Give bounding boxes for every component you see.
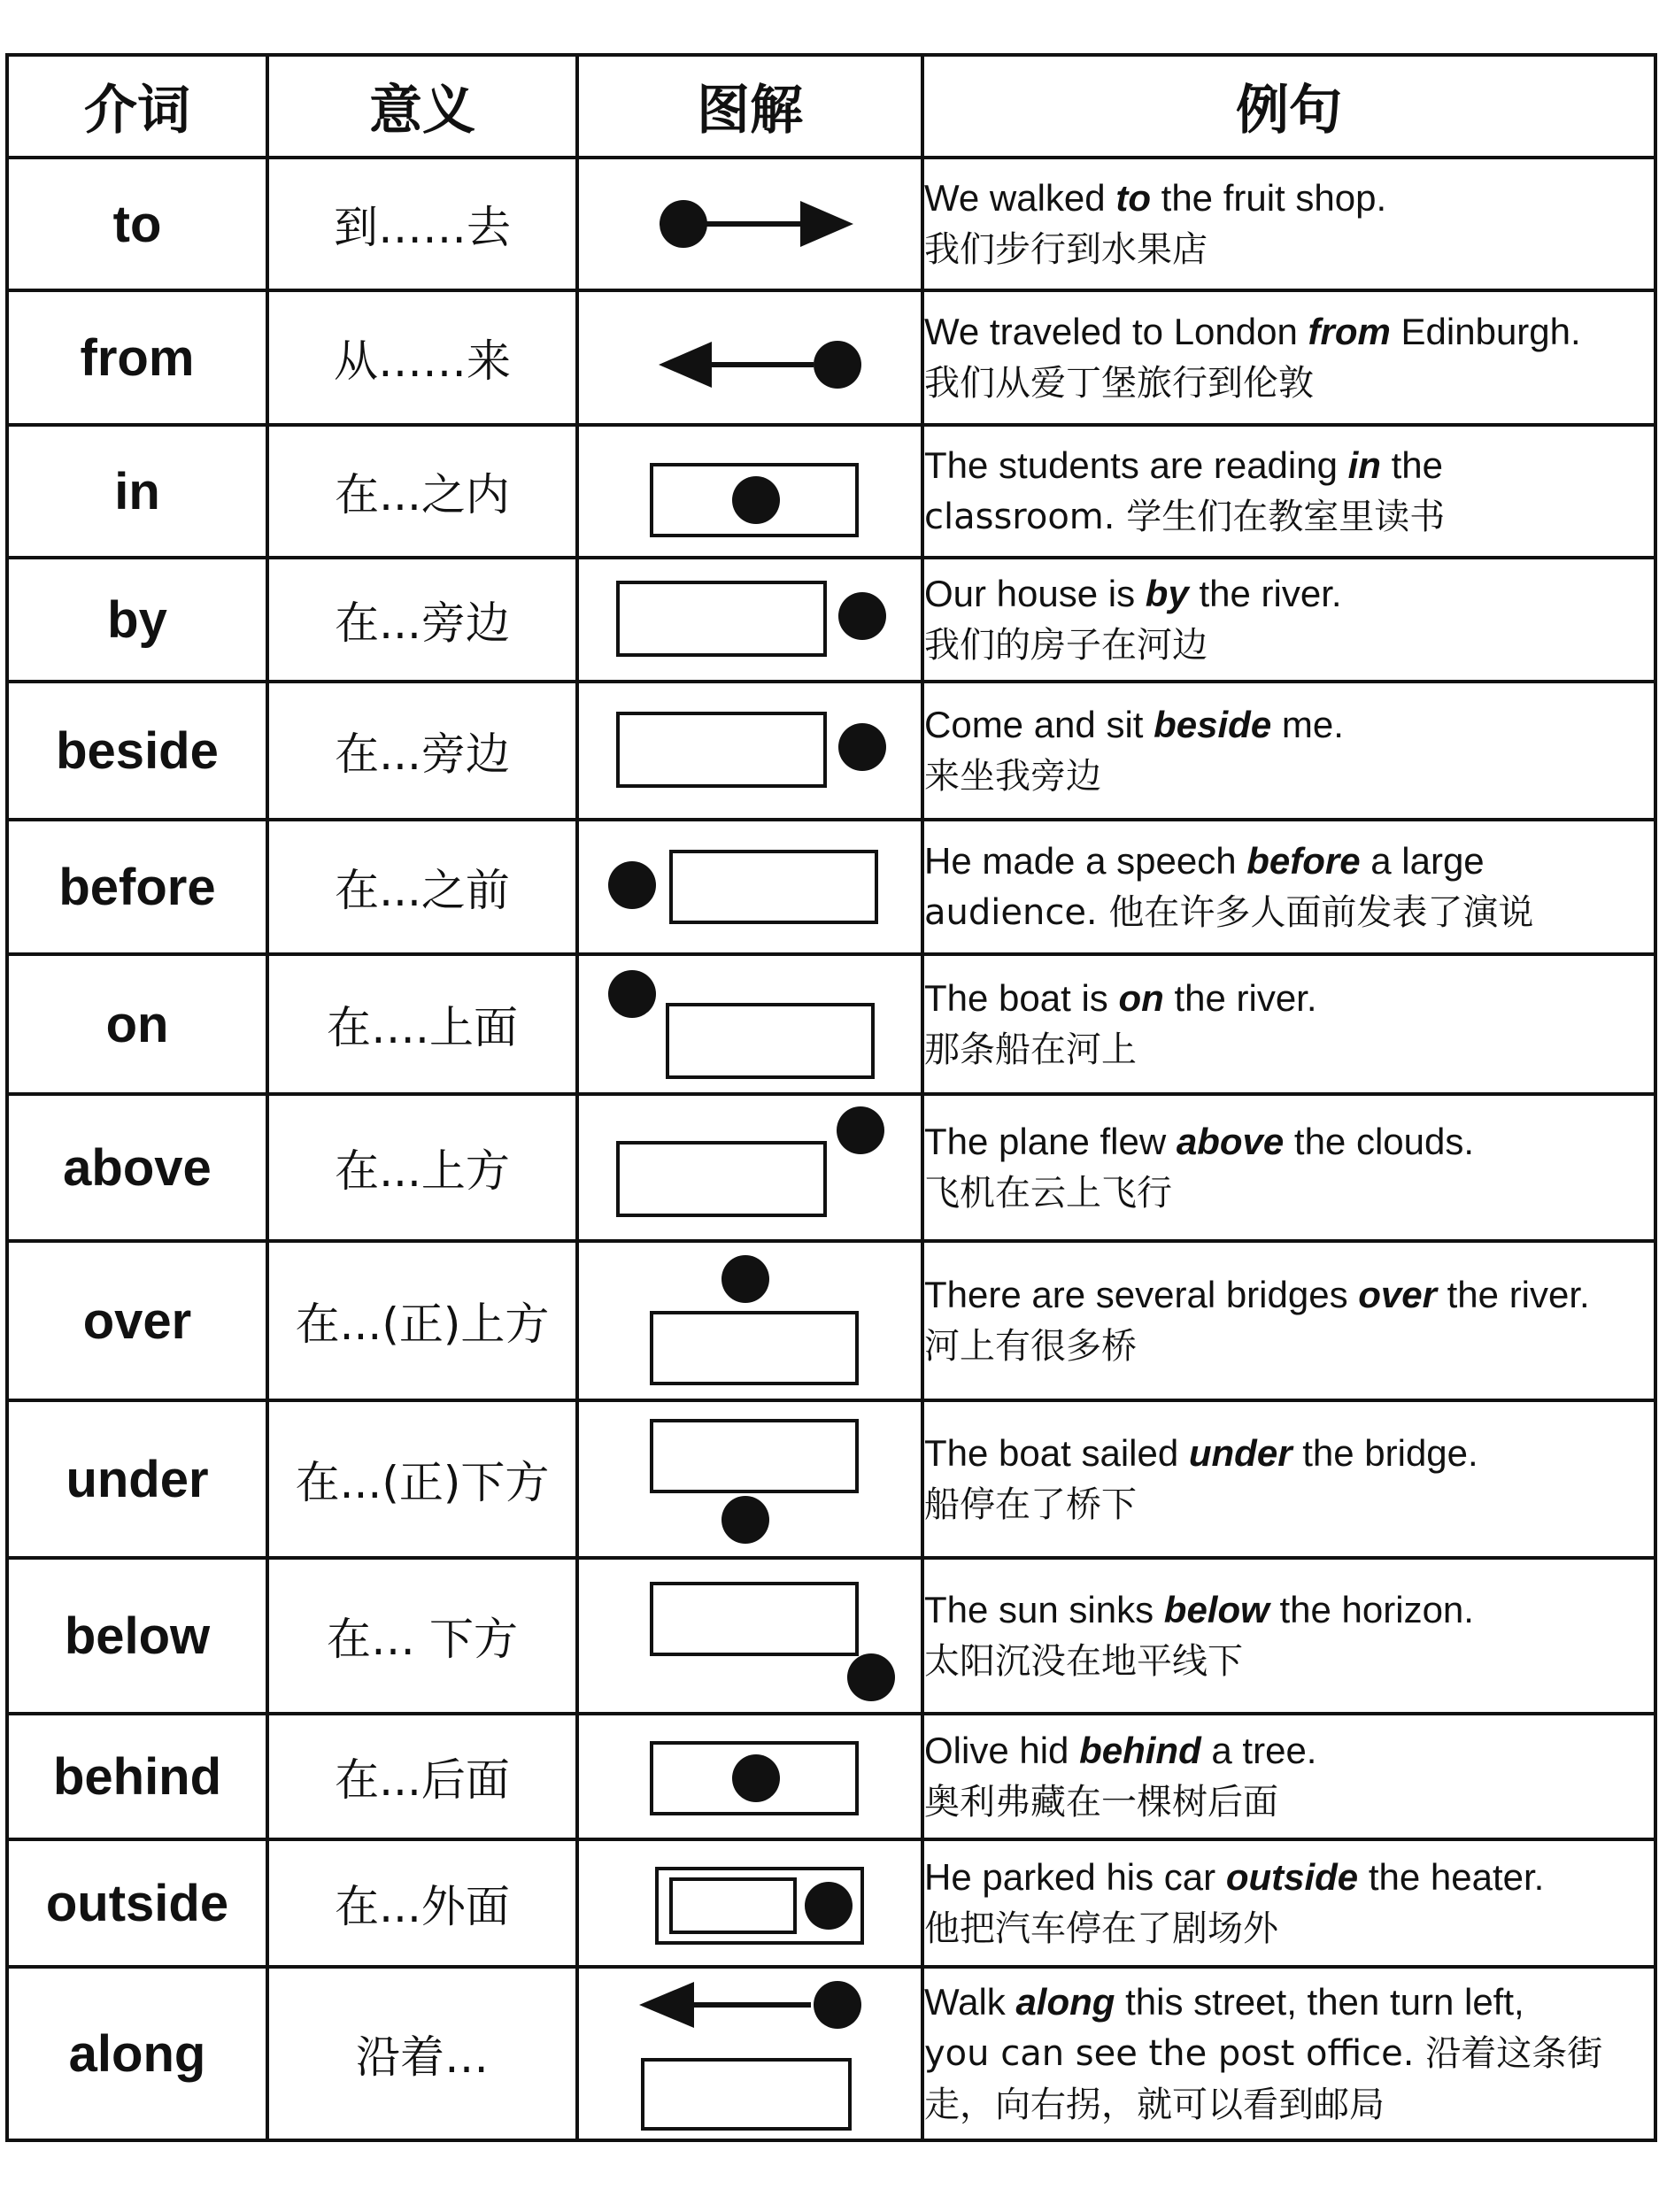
table-row	[7, 158, 1655, 290]
box-icon	[618, 582, 825, 655]
preposition-word: below	[7, 1558, 267, 1714]
preposition-word: along	[7, 1967, 267, 2140]
preposition-diagram	[579, 295, 924, 420]
preposition-word: under	[7, 1400, 267, 1558]
diagram-cell	[577, 1839, 922, 1967]
example-pre: The students are reading	[924, 444, 1348, 486]
example-pre: We walked	[924, 177, 1116, 219]
preposition-meaning: 沿着…	[267, 1967, 577, 2140]
diagram-cell	[577, 1967, 922, 2140]
header-example: 例句	[922, 55, 1655, 158]
example-translation: 来坐我旁边	[924, 756, 1101, 797]
dot-icon	[608, 861, 656, 909]
example-english	[924, 1116, 1654, 1168]
example-cell	[922, 954, 1655, 1094]
preposition-meaning: 到……去	[267, 158, 577, 290]
example-post: the fruit shop.	[1150, 177, 1387, 219]
preposition-meaning: 在...之前	[267, 820, 577, 954]
table-row	[7, 290, 1655, 425]
example-preposition: under	[1188, 1432, 1292, 1474]
example-english	[924, 836, 1654, 887]
preposition-diagram	[579, 1245, 924, 1396]
preposition-word: before	[7, 820, 267, 954]
table-row	[7, 558, 1655, 682]
table-row	[7, 820, 1655, 954]
diagram-cell	[577, 954, 922, 1094]
example-pre: He parked his car	[924, 1856, 1226, 1898]
diagram-cell	[577, 820, 922, 954]
preposition-meaning: 在...(正)下方	[267, 1400, 577, 1558]
header-row	[7, 55, 1655, 158]
header-diagram: 图解	[577, 55, 922, 158]
example-pre: The sun sinks	[924, 1589, 1164, 1630]
example-cell	[922, 425, 1655, 558]
table-row	[7, 425, 1655, 558]
arrow-right-icon	[800, 201, 853, 247]
preposition-word: above	[7, 1094, 267, 1241]
preposition-meaning: 在...(正)上方	[267, 1241, 577, 1400]
example-cell	[922, 1400, 1655, 1558]
example-english	[924, 1269, 1654, 1321]
preposition-meaning: 从……来	[267, 290, 577, 425]
example-preposition: to	[1115, 177, 1151, 219]
example-translation: 奥利弗藏在一棵树后面	[924, 1782, 1278, 1823]
example-translation: 我们的房子在河边	[924, 625, 1208, 666]
example-pre: Our house is	[924, 573, 1146, 614]
diagram-cell	[577, 425, 922, 558]
example-cell	[922, 820, 1655, 954]
example-pre: Walk	[924, 1981, 1016, 2023]
example-cell	[922, 682, 1655, 820]
example-post: the river.	[1436, 1274, 1590, 1315]
diagram-cell	[577, 682, 922, 820]
preposition-meaning: 在...旁边	[267, 558, 577, 682]
diagram-cell	[577, 1714, 922, 1839]
example-cell	[922, 1558, 1655, 1714]
example-english	[924, 973, 1654, 1024]
preposition-diagram	[579, 562, 924, 677]
preposition-word: outside	[7, 1839, 267, 1967]
preposition-meaning: 在...后面	[267, 1714, 577, 1839]
example-english	[924, 1852, 1654, 1903]
dot-icon	[837, 1106, 884, 1154]
example-pre: There are several bridges	[924, 1274, 1359, 1315]
example-preposition: by	[1145, 573, 1189, 614]
example-cell	[922, 290, 1655, 425]
example-post: the horizon.	[1269, 1589, 1474, 1630]
preposition-diagram	[579, 1971, 924, 2136]
example-translation: classroom. 学生们在教室里读书	[924, 497, 1446, 537]
example-english	[924, 699, 1654, 751]
example-cell	[922, 1094, 1655, 1241]
example-english	[924, 1584, 1654, 1636]
example-pre: The boat is	[924, 977, 1119, 1019]
example-preposition: below	[1163, 1589, 1269, 1630]
box-icon	[652, 1421, 857, 1491]
example-translation: 那条船在河上	[924, 1029, 1137, 1070]
example-preposition: behind	[1079, 1730, 1201, 1771]
preposition-diagram	[579, 1562, 924, 1709]
example-post: the heater.	[1358, 1856, 1545, 1898]
preposition-diagram	[579, 1844, 924, 1962]
preposition-word: over	[7, 1241, 267, 1400]
example-post: a tree.	[1200, 1730, 1317, 1771]
header-meaning: 意义	[267, 55, 577, 158]
preposition-meaning: 在...外面	[267, 1839, 577, 1967]
box-icon	[671, 852, 876, 922]
example-preposition: above	[1176, 1121, 1285, 1162]
example-pre: We traveled to London	[924, 311, 1308, 352]
diagram-cell	[577, 1094, 922, 1241]
table-row	[7, 1839, 1655, 1967]
box-icon	[643, 2060, 850, 2129]
example-cell	[922, 1714, 1655, 1839]
box-icon	[671, 1879, 795, 1932]
example-post: the river.	[1163, 977, 1317, 1019]
preposition-diagram	[579, 162, 924, 286]
example-preposition: along	[1015, 1981, 1115, 2023]
example-cell	[922, 1839, 1655, 1967]
example-preposition: on	[1118, 977, 1164, 1019]
prepositions-table	[5, 53, 1657, 2142]
example-translation: 我们从爱丁堡旅行到伦敦	[924, 363, 1314, 404]
example-post: the clouds.	[1284, 1121, 1475, 1162]
preposition-word: by	[7, 558, 267, 682]
preposition-diagram	[579, 824, 924, 950]
example-english	[924, 568, 1654, 620]
example-preposition: outside	[1225, 1856, 1359, 1898]
example-english	[924, 440, 1654, 491]
dot-icon	[814, 341, 861, 389]
diagram-cell	[577, 1558, 922, 1714]
example-post: me.	[1271, 704, 1344, 745]
dot-icon	[721, 1255, 769, 1303]
example-preposition: from	[1308, 311, 1391, 352]
preposition-meaning: 在...之内	[267, 425, 577, 558]
example-translation-cont: 走，向右拐，就可以看到邮局	[924, 2085, 1385, 2125]
example-post: this street, then turn left,	[1115, 1981, 1524, 2023]
preposition-meaning: 在… 下方	[267, 1558, 577, 1714]
diagram-cell	[577, 290, 922, 425]
example-translation: 他把汽车停在了剧场外	[924, 1908, 1278, 1949]
dot-icon	[660, 200, 707, 248]
preposition-meaning: 在...上方	[267, 1094, 577, 1241]
dot-icon	[732, 1754, 780, 1802]
example-post: the bridge.	[1292, 1432, 1478, 1474]
preposition-diagram	[579, 429, 924, 553]
table-row	[7, 1558, 1655, 1714]
dot-icon	[838, 592, 886, 640]
diagram-cell	[577, 558, 922, 682]
preposition-diagram	[579, 1098, 924, 1237]
dot-icon	[838, 723, 886, 771]
example-translation: 我们步行到水果店	[924, 229, 1208, 270]
table-row	[7, 1241, 1655, 1400]
dot-icon	[814, 1981, 861, 2029]
example-preposition: beside	[1154, 704, 1272, 745]
example-cell	[922, 1967, 1655, 2140]
dot-icon	[805, 1882, 853, 1930]
diagram-cell	[577, 1241, 922, 1400]
example-cell	[922, 558, 1655, 682]
preposition-diagram	[579, 1718, 924, 1835]
example-english	[924, 306, 1654, 358]
preposition-word: behind	[7, 1714, 267, 1839]
preposition-word: on	[7, 954, 267, 1094]
table-row	[7, 954, 1655, 1094]
diagram-cell	[577, 1400, 922, 1558]
header-preposition: 介词	[7, 55, 267, 158]
example-preposition: over	[1358, 1274, 1437, 1315]
table-row	[7, 682, 1655, 820]
preposition-word: to	[7, 158, 267, 290]
example-pre: The boat sailed	[924, 1432, 1189, 1474]
preposition-diagram	[579, 1405, 924, 1553]
preposition-word: in	[7, 425, 267, 558]
example-translation: 船停在了桥下	[924, 1484, 1137, 1525]
box-icon	[618, 713, 825, 786]
example-pre: He made a speech	[924, 840, 1247, 882]
dot-icon	[847, 1653, 895, 1701]
example-english	[924, 173, 1654, 224]
example-translation: you can see the post office. 沿着这条街	[924, 2033, 1603, 2074]
example-translation: 河上有很多桥	[924, 1326, 1137, 1367]
example-pre: Olive hid	[924, 1730, 1080, 1771]
box-icon	[667, 1005, 873, 1077]
diagram-cell	[577, 158, 922, 290]
preposition-meaning: 在….上面	[267, 954, 577, 1094]
example-translation: 太阳沉没在地平线下	[924, 1641, 1243, 1682]
example-preposition: before	[1246, 840, 1361, 882]
example-pre: Come and sit	[924, 704, 1154, 745]
dot-icon	[608, 970, 656, 1018]
preposition-word: beside	[7, 682, 267, 820]
example-translation: 飞机在云上飞行	[924, 1173, 1172, 1214]
box-icon	[652, 1584, 857, 1654]
table-row	[7, 1714, 1655, 1839]
example-post: the	[1380, 444, 1444, 486]
example-preposition: in	[1347, 444, 1381, 486]
table-row	[7, 1967, 1655, 2140]
preposition-diagram	[579, 959, 924, 1090]
table-row	[7, 1400, 1655, 1558]
example-english	[924, 1977, 1654, 2028]
preposition-meaning: 在...旁边	[267, 682, 577, 820]
box-icon	[618, 1143, 825, 1215]
example-english	[924, 1725, 1654, 1777]
dot-icon	[732, 476, 780, 524]
example-post: a large	[1360, 840, 1485, 882]
preposition-diagram	[579, 686, 924, 815]
dot-icon	[721, 1496, 769, 1544]
box-icon	[652, 1313, 857, 1383]
example-post: the river.	[1188, 573, 1342, 614]
example-post: Edinburgh.	[1390, 311, 1581, 352]
example-english	[924, 1428, 1654, 1479]
example-cell	[922, 1241, 1655, 1400]
example-cell	[922, 158, 1655, 290]
preposition-word: from	[7, 290, 267, 425]
table-row	[7, 1094, 1655, 1241]
example-translation: audience. 他在许多人面前发表了演说	[924, 892, 1534, 933]
example-pre: The plane flew	[924, 1121, 1177, 1162]
